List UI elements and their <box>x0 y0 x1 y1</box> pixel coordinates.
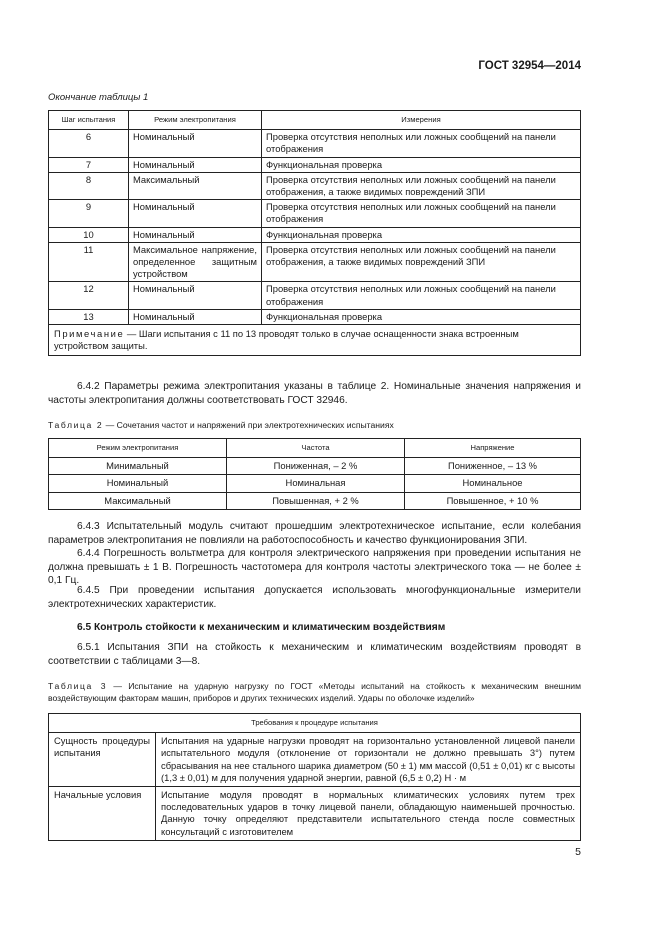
document-code: ГОСТ 32954—2014 <box>478 60 581 72</box>
requirement-label: Начальные условия <box>49 787 156 841</box>
table-row <box>49 242 581 282</box>
requirement-text: Испытание модуля проводят в нормальных климатических условиях путем трех последовательных ударов в точку лицевой панели, обладающую наименьшей прочностью. Данную точку определяют представители испытательного стенда после совместных консультаций с изготовителем <box>156 787 581 841</box>
mode-cell: Номинальный <box>129 200 262 227</box>
measure-cell: Проверка отсутствия неполных или ложных сообщений на панели отображения, а также видимых повреждений ЗПИ <box>262 242 581 282</box>
measure-cell: Функциональная проверка <box>262 309 581 324</box>
mode-cell: Номинальный <box>129 282 262 309</box>
cell: Повышенная, + 2 % <box>227 492 405 509</box>
table-3 <box>48 713 581 841</box>
cell: Номинальное <box>405 475 581 492</box>
table-row <box>49 157 581 172</box>
measure-cell: Проверка отсутствия неполных или ложных сообщений на панели отображения <box>262 200 581 227</box>
measure-cell: Проверка отсутствия неполных или ложных сообщений на панели отображения <box>262 130 581 157</box>
table-row <box>49 130 581 157</box>
table2-caption <box>48 419 581 431</box>
cell: Номинальная <box>227 475 405 492</box>
table-row <box>49 200 581 227</box>
mode-cell: Номинальный <box>129 130 262 157</box>
requirement-text: Испытания на ударные нагрузки проводят на горизонтально установленной лицевой панели испытательного модуля (отклонение от горизонтали не должно превышать 3°) путем сбрасывания на нее стального шарика диаметром (50 ± 1) мм массой (0,51 ± 0,01) кг с высоты (1,3 ± 0,01) м для получения ударной энергии, равной (6,5 ± 0,2) Н · м <box>156 733 581 787</box>
paragraph-6-4-3: 6.4.3 Испытательный модуль считают прошедшим электротехническое испытание, если колебания параметров электропитания не повлияли на работоспособность и качество функционирования ЗПИ. <box>48 521 581 546</box>
section-6-5-title: 6.5 Контроль стойкости к механическим и климатическим воздействиям <box>77 622 446 633</box>
cell: Максимальный <box>49 492 227 509</box>
table-2 <box>48 438 581 510</box>
table-row <box>49 227 581 242</box>
cell: Повышенное, + 10 % <box>405 492 581 509</box>
table-row <box>49 282 581 309</box>
table1-continuation: Окончание таблицы 1 <box>48 92 149 103</box>
table-row <box>49 492 581 509</box>
table-row <box>49 733 581 787</box>
step-cell: 10 <box>49 227 129 242</box>
step-cell: 8 <box>49 172 129 199</box>
measure-cell: Функциональная проверка <box>262 227 581 242</box>
table-note-row <box>49 325 581 356</box>
table-row <box>49 787 581 841</box>
mode-cell: Максимальный <box>129 172 262 199</box>
table2-caption-label: Таблица 2 <box>48 420 104 430</box>
measure-cell: Функциональная проверка <box>262 157 581 172</box>
column-header: Режим электропитания <box>49 439 227 458</box>
table-1 <box>48 110 581 356</box>
step-cell: 6 <box>49 130 129 157</box>
table-row <box>49 458 581 475</box>
requirement-label: Сущность процедуры испытания <box>49 733 156 787</box>
column-header: Режим электропитания <box>129 111 262 130</box>
note-label: Примечание <box>54 328 125 340</box>
note-text: — Шаги испытания с 11 по 13 проводят только в случае оснащенности знака встроенным устройством защиты. <box>54 328 519 352</box>
paragraph-6-4-2: 6.4.2 Параметры режима электропитания указаны в таблице 2. Номинальные значения напряжения и частоты электропитания должны соответствовать ГОСТ 32946. <box>48 381 581 406</box>
cell: Номинальный <box>49 475 227 492</box>
table2-caption-text: — Сочетания частот и напряжений при электротехнических испытаниях <box>103 420 394 430</box>
cell: Пониженное, – 13 % <box>405 458 581 475</box>
paragraph-6-5-1: 6.5.1 Испытания ЗПИ на стойкость к механическим и климатическим воздействиям проводят в соответствии с таблицами 3—8. <box>48 642 581 667</box>
step-cell: 9 <box>49 200 129 227</box>
table3-caption-text: — Испытание на ударную нагрузку по ГОСТ «Методы испытаний на стойкость к механическим внешним воздействующим факторам машин, приборов и других технических изделий. Удары по оболочке изделий» <box>48 681 582 703</box>
column-header: Напряжение <box>405 439 581 458</box>
measure-cell: Проверка отсутствия неполных или ложных сообщений на панели отображения, а также видимых повреждений ЗПИ <box>262 172 581 199</box>
cell: Минимальный <box>49 458 227 475</box>
cell: Пониженная, – 2 % <box>227 458 405 475</box>
mode-cell: Номинальный <box>129 227 262 242</box>
column-header: Частота <box>227 439 405 458</box>
table-row <box>49 475 581 492</box>
mode-cell: Номинальный <box>129 157 262 172</box>
step-cell: 13 <box>49 309 129 324</box>
mode-cell: Максимальное напряжение, определенное защитным устройством <box>129 242 262 282</box>
table-note <box>49 325 581 356</box>
table3-caption-label: Таблица 3 <box>48 681 108 691</box>
paragraph-6-4-4: 6.4.4 Погрешность вольтметра для контроля электрического напряжения при проведении испытания не должна превышать ± 1 В. Погрешность частотомера для контроля частоты электрического тока — не более ± 0,1 Гц. <box>48 548 581 587</box>
step-cell: 12 <box>49 282 129 309</box>
page-number: 5 <box>575 846 581 858</box>
table-row <box>49 309 581 324</box>
mode-cell: Номинальный <box>129 309 262 324</box>
column-header: Шаг испытания <box>49 111 129 130</box>
column-header: Измерения <box>262 111 581 130</box>
step-cell: 11 <box>49 242 129 282</box>
step-cell: 7 <box>49 157 129 172</box>
paragraph-6-4-5: 6.4.5 При проведении испытания допускается использовать многофункциональные измерители электротехнических характеристик. <box>48 585 581 610</box>
table-row <box>49 172 581 199</box>
table3-header: Требования к процедуре испытания <box>49 714 581 733</box>
measure-cell: Проверка отсутствия неполных или ложных сообщений на панели отображения <box>262 282 581 309</box>
table3-caption <box>48 680 581 704</box>
